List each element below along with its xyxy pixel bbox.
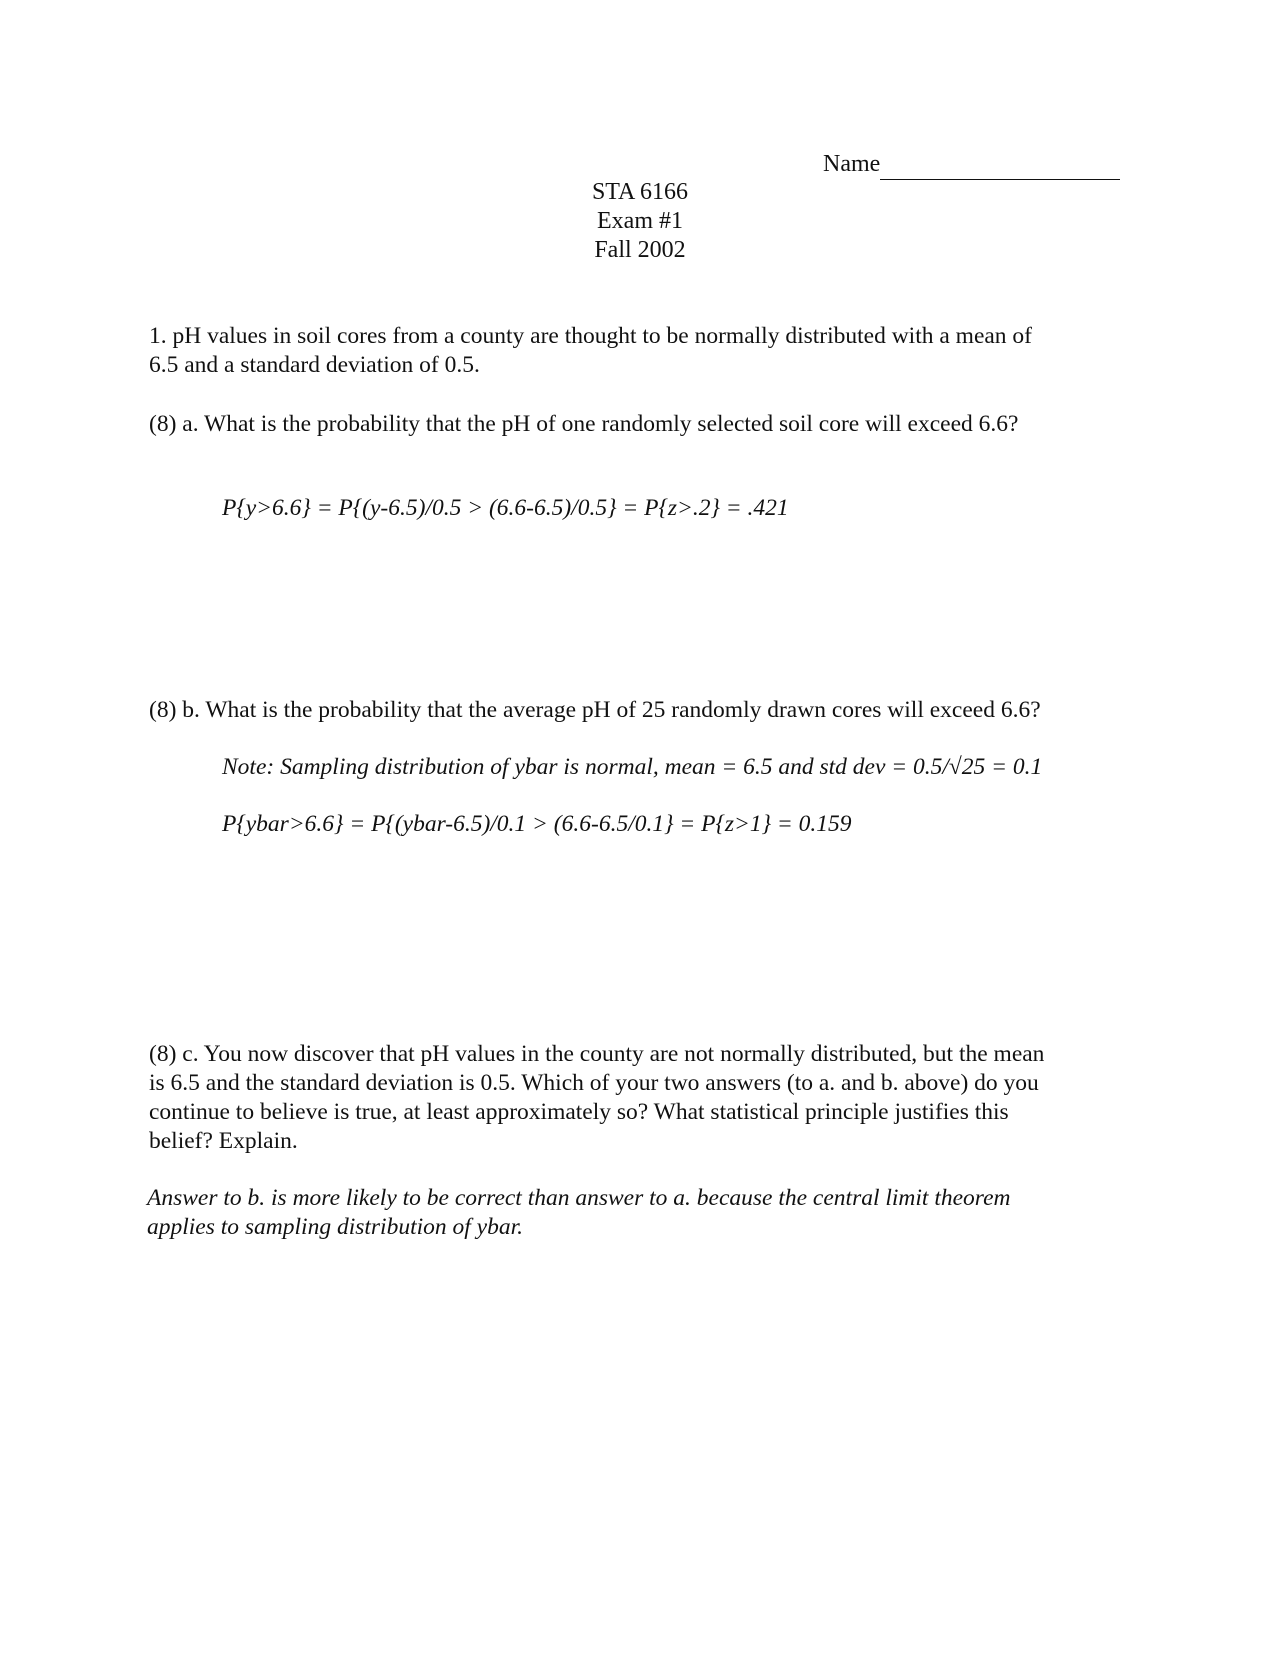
part-a-answer: P{y>6.6} = P{(y-6.5)/0.5 > (6.6-6.5)/0.5} = P{z>.2} = .421: [222, 495, 789, 521]
question1-intro-line1: 1. pH values in soil cores from a county are thought to be normally distributed with a mean of: [149, 323, 1033, 349]
part-c-prompt-line3: continue to believe is true, at least approximately so? What statistical principle justifies this: [149, 1099, 1009, 1125]
part-b-note: Note: Sampling distribution of ybar is normal, mean = 6.5 and std dev = 0.5/√25 = 0.1: [222, 754, 1043, 780]
part-c-prompt-line1: (8) c. You now discover that pH values in the county are not normally distributed, but the mean: [149, 1041, 1045, 1067]
part-b-prompt: (8) b. What is the probability that the average pH of 25 randomly drawn cores will exceed 6.6?: [149, 697, 1041, 723]
course-title: STA 6166: [591, 179, 689, 205]
exam-title: Exam #1: [597, 208, 683, 234]
term-title: Fall 2002: [594, 237, 686, 263]
part-b-answer: P{ybar>6.6} = P{(ybar-6.5)/0.1 > (6.6-6.5/0.1} = P{z>1} = 0.159: [222, 811, 852, 837]
part-c-answer-line1: Answer to b. is more likely to be correct than answer to a. because the central limit theorem: [147, 1185, 1011, 1211]
part-c-answer-line2: applies to sampling distribution of ybar.: [147, 1214, 524, 1240]
name-blank-line: [880, 179, 1120, 180]
part-c-prompt-line2: is 6.5 and the standard deviation is 0.5. Which of your two answers (to a. and b. above) do you: [149, 1070, 1039, 1096]
part-c-prompt-line4: belief? Explain.: [149, 1128, 298, 1154]
question1-intro-line2: 6.5 and a standard deviation of 0.5.: [149, 352, 480, 378]
part-a-prompt: (8) a. What is the probability that the pH of one randomly selected soil core will exceed 6.6?: [149, 411, 1019, 437]
name-label: Name: [823, 151, 881, 177]
